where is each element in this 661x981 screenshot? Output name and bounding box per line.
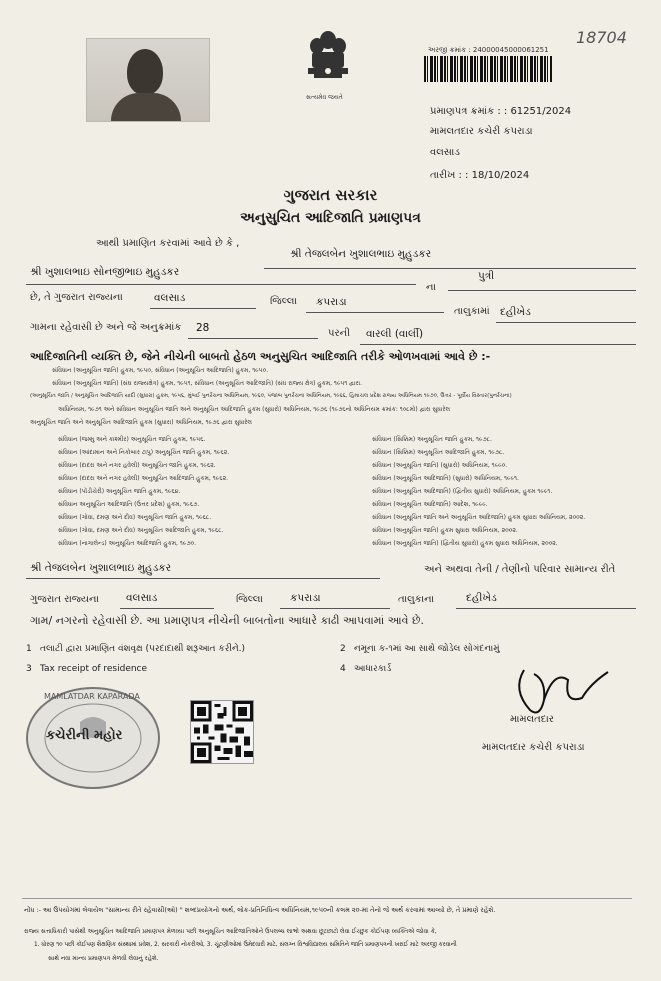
application-number: અરજી ક્રમાંક : 24000045000061251 bbox=[428, 46, 549, 54]
relation-prefix: ના bbox=[426, 282, 436, 293]
order-left: સંવિધાન (ગોવા, દમણ અને દીવ) અનુસૂચિત જાતિ હુકમ, ૧૯૬૮. bbox=[58, 514, 212, 521]
basis-num: 2 bbox=[340, 644, 346, 654]
order-left: સંવિધાન (દાદરા અને નગર હવેલી) અનુસૂચિત આદિજાતિ હુકમ, ૧૯૬૨. bbox=[58, 475, 229, 482]
order-left: સંવિધાન (દાદરા અને નગર હવેલી) અનુસૂચિત જાતિ હુકમ, ૧૯૬૨. bbox=[58, 462, 216, 469]
order-right: સંવિધાન (સિક્કિમ) અનુસૂચિત જાતિ હુકમ, ૧૯૭૮. bbox=[372, 436, 492, 443]
government-title: ગુજરાત સરકાર bbox=[283, 186, 378, 204]
signature-office: મામલતદાર કચેરી કપરાડા bbox=[482, 742, 585, 753]
state-prefix: છે, તે ગુજરાત રાજ્યના bbox=[30, 292, 123, 303]
barcode bbox=[424, 56, 552, 82]
seal-center-text: કચેરીની મહોર bbox=[46, 728, 123, 743]
applicant-photo bbox=[86, 38, 210, 122]
relation: પુત્રી bbox=[478, 270, 495, 282]
district-name: વલસાડ bbox=[430, 147, 460, 158]
certificate-number: પ્રમાણપત્ર ક્રમાંક : : 61251/2024 bbox=[430, 106, 572, 117]
tribe-name: વારલી (વાર્લી) bbox=[366, 328, 424, 340]
order-line: અધિનિયમ, ૧૯૭૧ અને સંવિધાન અનુસૂચિત જાતિ અને અનુસૂચિત આદિજાતિ હુકમ (સુધારો) અધિનિયમ, ૧૯૭૬ (૧૯૭૬નો અધિનિયમ ક્રમાંક: ૧૦૮મો) દ્વારા સુધારેલ bbox=[58, 406, 450, 413]
order-line: (અનુસૂચિત જાતિ / અનુસૂચિત આદિજાતિ યાદી (સુધારા) હુકમ, ૧૯૫૬, મુંબઈ પુનર્રચના અધિનિયમ, ૧૯૬૦, પંજાબ પુનર્રચના અધિનિયમ, ૧૯૬૬, હિમાચલ પ્રદેશ રાજ્ય અધિનિયમ ૧૯૭૦, ઉત્તર - પૂર્વીય વિસ્તાર(પુનર્રચના) bbox=[30, 393, 512, 399]
order-right: સંવિધાન (અનુસૂચિત જાતિ) હુકમ સુધારા અધિનિયમ, ૨૦૦૨. bbox=[372, 527, 518, 534]
seal-ring-text: MAMLATDAR KAPARADA bbox=[44, 692, 140, 701]
issue-date: તારીખ : : 18/10/2024 bbox=[430, 170, 530, 181]
residence-taluka: કપરાડા bbox=[290, 592, 321, 604]
residence-jilla-label: જિલ્લા bbox=[236, 594, 263, 605]
basis-item: તલાટી દ્વારા પ્રમાણિત વંશવૃક્ષ (પરદાદાથી શરૂઆત કરીને.) bbox=[40, 644, 246, 654]
order-line: સંવિધાન (અનુસૂચિત જાતિ) (સંઘ રાજ્યક્ષેત્ર) હુકમ, ૧૯૫૧, સંવિધાન (અનુસૂચિત આદિજાતિ) (સંઘ રાજ્ય ક્ષેત્ર) હુકમ, ૧૯૫૧ દ્વારા. bbox=[52, 380, 362, 387]
residence-closing: ગામ/ નગરનો રહેવાસી છે. આ પ્રમાણપત્ર નીચેની બાબતોના આધારે કાઢી આપવામાં આવે છે. bbox=[30, 614, 425, 627]
order-right: સંવિધાન (અનુસૂચિત જાતિ) (સુધારો) અધિનિયમ, ૧૯૯૦. bbox=[372, 462, 508, 469]
jilla-label: જિલ્લા bbox=[270, 296, 297, 307]
order-left: સંવિધાન (પોંડીચેરી) અનુસૂચિત જાતિ હુકમ, ૧૯૬૪. bbox=[58, 488, 181, 495]
qr-code bbox=[190, 700, 254, 764]
order-line: અનુસૂચિત જાતિ અને અનુસૂચિત આદિજાતિ હુકમ (સુધારા) અધિનિયમ, ૧૯૭૬ દ્વારા સુધારેલ bbox=[30, 419, 252, 426]
basis-num: 3 bbox=[26, 664, 32, 674]
basis-item: Tax receipt of residence bbox=[40, 664, 148, 674]
certificate-title: અનુસુચિત આદિજાતિ પ્રમાણપત્ર bbox=[240, 210, 421, 226]
basis-item: નમૂના ક-૧માં આ સાથે જોડેલ સોગંદનામું bbox=[354, 644, 500, 654]
order-left: સંવિધાન (જમ્મુ અને કાશ્મીર) અનુસૂચિત જાતિ હુકમ, ૧૯૫૬. bbox=[58, 436, 206, 443]
order-right: સંવિધાન (અનુસૂચિત આદિજાતિ) (દ્વિતીય સુધારો) અધિનિયમ, હુકમ ૧૯૯૧. bbox=[372, 488, 553, 495]
village-name: દહીખેડ bbox=[500, 306, 531, 318]
footer-line: 1. ધોરણ ૧૦ પછી કોઈપણ શૈક્ષણિક સંસ્થામાં પ્રવેશ, 2. સરકારી નોકરીઓ, 3. ચૂંટણીઓમાં ઉમેદવારી માટે, સંલગ્ન વિશ્વવિદ્યાલય સમિતિને જાતિ પ્રમાણપત્રની ખરાઈ માટે અરજી કરવાની bbox=[34, 942, 457, 948]
residence-state: ગુજરાત રાજ્યના bbox=[30, 594, 99, 605]
intro-text: આથી પ્રમાણિત કરવામાં આવે છે કે , bbox=[96, 238, 240, 249]
order-right: સંવિધાન (સિક્કિમ) અનુસૂચિત આદિજાતિ હુકમ, ૧૯૭૮. bbox=[372, 449, 505, 456]
order-left: સંવિધાન અનુસૂચિત આદિજાતિ (ઉત્તર પ્રદેશ) હુકમ, ૧૯૬૭. bbox=[58, 501, 200, 508]
tribe-label: પરની bbox=[328, 328, 350, 339]
applicant-name: શ્રી તેજલબેન ખુશાલભાઇ મુહુડકર bbox=[290, 248, 432, 260]
residence-district: વલસાડ bbox=[126, 592, 158, 604]
basis-num: 1 bbox=[26, 644, 32, 654]
village-line-prefix: ગામના રહેવાસી છે અને જે અનુક્રમાંક bbox=[30, 322, 182, 333]
state-district: વલસાડ bbox=[154, 292, 186, 304]
handwritten-serial: 18704 bbox=[576, 28, 627, 47]
emblem-motto: સત્યમેવ જયતે bbox=[306, 94, 343, 101]
national-emblem-icon bbox=[298, 26, 358, 96]
footer-note: નોંધ :- આ ઉપયોગમાં લેવાયેલ "સામાન્ય રીતે રહેવાસી(ઓ) " શબ્દપ્રયોગનો અર્થ, લોક-પ્રતિનિધિત્વ અધિનિયમ,૧૯૫૦ની કલમ ૨૦-માં તેનો જે અર્થ કરવામાં આવ્યો છે, તે પ્રમાણે રહેશે. bbox=[24, 906, 496, 914]
order-left: સંવિધાન (નાગાલેન્ડ) અનુસૂચિત આદિજાતિ હુકમ, ૧૯૭૦. bbox=[58, 540, 197, 547]
residence-suffix: અને અથવા તેની / તેણીનો પરિવાર સામાન્ય રીતે bbox=[424, 564, 616, 575]
taluka-label: તાલુકામાં bbox=[454, 306, 490, 317]
office-name: મામલતદાર કચેરી કપરાડા bbox=[430, 126, 533, 137]
taluka-name: કપરાડા bbox=[316, 296, 347, 308]
order-line: સંવિધાન (અનુસૂચિત જાતિ) હુકમ, ૧૯૫૦, સંવિધાન (અનુસૂચિત આદિજાતિ) હુકમ, ૧૯૫૦. bbox=[52, 367, 269, 374]
order-right: સંવિધાન (અનુસૂચિત આદિજાતિ) આદેશ, ૧૯૯૯. bbox=[372, 501, 488, 508]
father-name: શ્રી ખુશાલભાઇ સોનજીભાઇ મુહુડકર bbox=[30, 266, 180, 278]
residence-taluka-label: તાલુકાના bbox=[398, 594, 435, 605]
order-left: સંવિધાન (ગોવા, દમણ અને દીવ) અનુસૂચિત આદિજાતિ હુકમ, ૧૯૬૮. bbox=[58, 527, 224, 534]
footer-line: રાજ્ય સત્તાધિકારી પાસેથી અનુસૂચિત આદિજાતિ પ્રમાણપત્ર મેળવ્યા પછી અનુસૂચિત આદિજાતિઓને ઉપલબ્ધ લાભો અથવા છૂટછાટો લેવા ઈચ્છુક કોઈપણ વ્યક્તિએ જોવા કે, bbox=[24, 928, 437, 935]
tribe-statement: આદિજાતિની વ્યક્તિ છે, જેને નીચેની બાબતો હેઠળ અનુસુચિત આદિજાતિ તરીકે ઓળખવામાં આવે છે :- bbox=[30, 350, 491, 363]
residence-name: શ્રી તેજલબેન ખુશાલભાઇ મુહુડકર bbox=[30, 562, 172, 574]
serial-number: 28 bbox=[196, 322, 210, 334]
order-right: સંવિધાન (અનુસૂચિત જાતિ) (દ્વિતીય સુધારો) હુકમ સુધારા અધિનિયમ, ૨૦૦૨. bbox=[372, 540, 558, 547]
footer-line: સાથે નવા માન્ય પ્રમાણપત્ર મેળવી લેવાનું રહેશે. bbox=[48, 955, 159, 962]
basis-num: 4 bbox=[340, 664, 346, 674]
order-right: સંવિધાન (અનુસૂચિત જાતિ અને અનુસૂચિત આદિજાતિ) હુકમ સુધારા અધિનિયમ, ૨૦૦૨. bbox=[372, 514, 586, 521]
residence-village: દહીખેડ bbox=[466, 592, 497, 604]
signature-role: મામલતદાર bbox=[510, 714, 554, 725]
order-right: સંવિધાન (અનુસૂચિત આદિજાતિ) (સુધારો) અધિનિયમ, ૧૯૯૧. bbox=[372, 475, 519, 482]
basis-item: આધારકાર્ડ bbox=[354, 664, 392, 674]
order-left: સંવિધાન (આંદામાન અને નિકોબાર ટાપુ) અનુસૂચિત જાતિ હુકમ, ૧૯૬૨. bbox=[58, 449, 230, 456]
